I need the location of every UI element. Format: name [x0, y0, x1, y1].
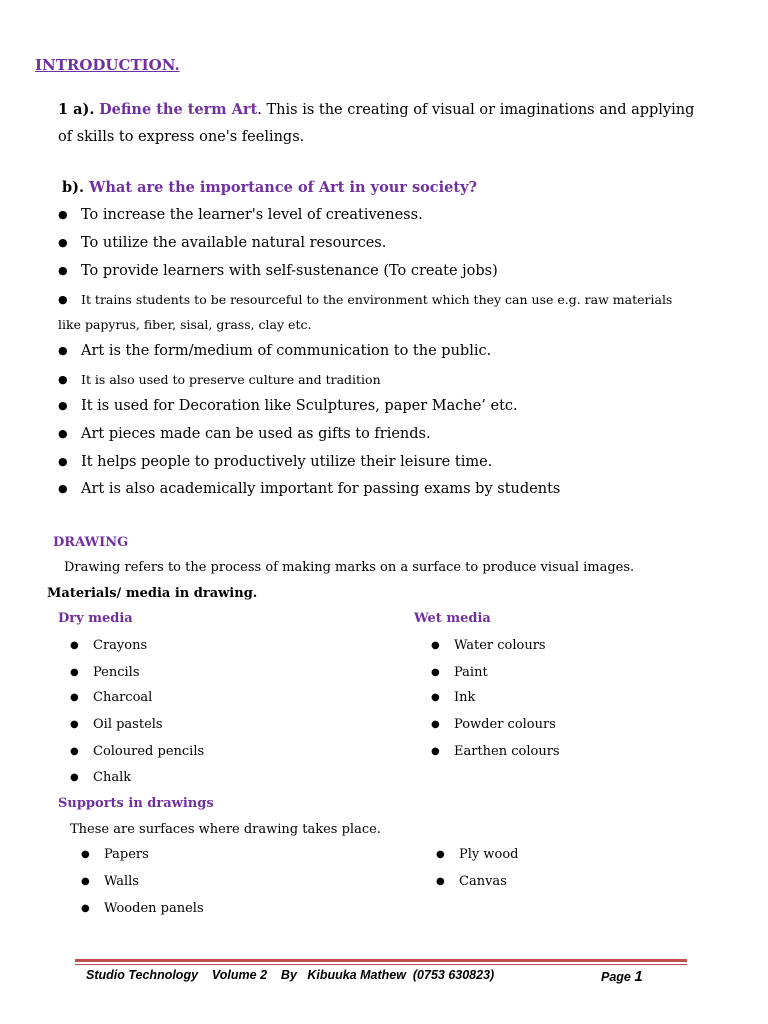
list-item-text: Walls [104, 874, 139, 889]
page-indicator [601, 968, 643, 985]
list-item-text: Ink [454, 690, 476, 705]
list-item-text: It is also used to preserve culture and tradition [81, 372, 381, 387]
list-item [58, 207, 423, 223]
bullet-icon: ● [58, 344, 68, 357]
list-item [70, 665, 140, 680]
list-item [436, 847, 518, 862]
bullet-icon: ● [70, 667, 79, 678]
list-item [81, 901, 204, 916]
bullet-icon: ● [58, 482, 68, 495]
list-item-text: Oil pastels [93, 717, 163, 732]
list-item-text: Art is also academically important for passing exams by students [81, 481, 561, 497]
bullet-icon: ● [431, 667, 440, 678]
bullet-icon: ● [436, 849, 445, 860]
bullet-icon: ● [70, 640, 79, 651]
list-item [58, 426, 431, 442]
list-item [431, 744, 560, 759]
drawing-heading: DRAWING [53, 535, 129, 550]
list-item-text: Paint [454, 665, 488, 680]
bullet-icon: ● [58, 293, 68, 306]
question-number: b). [62, 179, 85, 196]
bullet-icon: ● [58, 455, 68, 468]
bullet-icon: ● [436, 876, 445, 887]
list-item-text: Charcoal [93, 690, 153, 705]
bullet-icon: ● [70, 772, 79, 783]
list-item-text: Art is the form/medium of communication to the public. [81, 343, 492, 359]
list-item-text: Papers [104, 847, 149, 862]
bullet-icon: ● [58, 373, 68, 386]
supports-heading: Supports in drawings [58, 796, 214, 811]
materials-heading: Materials/ media in drawing. [47, 586, 258, 601]
list-item-text: It is used for Decoration like Sculptures, paper Mache’ etc. [81, 398, 518, 414]
list-item [431, 690, 475, 705]
bullet-icon: ● [431, 640, 440, 651]
list-item [58, 263, 498, 279]
list-item [70, 717, 163, 732]
list-item-text: To increase the learner's level of creativeness. [81, 207, 423, 223]
list-item-text: Ply wood [459, 847, 519, 862]
list-item [58, 235, 386, 251]
list-item-text: Water colours [454, 638, 546, 653]
list-item [70, 638, 147, 653]
bullet-icon: ● [431, 719, 440, 730]
footer-rule [75, 959, 687, 962]
list-item [431, 665, 488, 680]
list-item [70, 690, 152, 705]
list-item [81, 874, 139, 889]
list-item [431, 638, 546, 653]
list-item-text: Chalk [93, 770, 132, 785]
list-item [81, 847, 149, 862]
bullet-icon: ● [431, 692, 440, 703]
bullet-icon: ● [81, 903, 90, 914]
bullet-icon: ● [70, 719, 79, 730]
question-answer: . This is the creating of visual or imaginations and applying of skills to express one's feelings. [58, 102, 695, 145]
list-item [58, 372, 381, 387]
list-item-text: Coloured pencils [93, 744, 205, 759]
list-item [70, 744, 204, 759]
page-label: Page [601, 970, 631, 984]
list-item [58, 481, 560, 497]
bullet-icon: ● [58, 399, 68, 412]
list-item [58, 454, 492, 470]
bullet-icon: ● [58, 236, 68, 249]
question-label: What are the importance of Art in your society? [89, 179, 477, 196]
footer-rule-thin [75, 964, 687, 965]
list-item [70, 770, 131, 785]
list-item [58, 343, 491, 359]
question-1a [58, 96, 708, 151]
list-item-text: Pencils [93, 665, 140, 680]
page-number: 1 [634, 968, 643, 985]
list-item [436, 874, 507, 889]
bullet-icon: ● [70, 746, 79, 757]
list-item [431, 717, 556, 732]
dry-media-heading: Dry media [58, 611, 133, 626]
bullet-icon: ● [58, 427, 68, 440]
supports-definition: These are surfaces where drawing takes place. [70, 822, 381, 837]
bullet-icon: ● [431, 746, 440, 757]
list-item-text: To provide learners with self-sustenance (To create jobs) [81, 263, 498, 279]
list-item-continuation: like papyrus, fiber, sisal, grass, clay etc. [58, 317, 312, 332]
introduction-heading: INTRODUCTION. [35, 56, 180, 74]
question-label: Define the term Art [99, 101, 258, 118]
list-item [58, 292, 672, 307]
list-item-text: Art pieces made can be used as gifts to friends. [81, 426, 431, 442]
question-number: 1 a). [58, 101, 95, 118]
list-item-text: Earthen colours [454, 744, 560, 759]
footer-text: Studio Technology Volume 2 By Kibuuka Mathew (0753 630823) [86, 968, 495, 982]
bullet-icon: ● [58, 264, 68, 277]
bullet-icon: ● [70, 692, 79, 703]
drawing-definition: Drawing refers to the process of making marks on a surface to produce visual images. [64, 560, 635, 575]
list-item [58, 398, 518, 414]
list-item-text: It helps people to productively utilize their leisure time. [81, 454, 493, 470]
question-1b [62, 179, 477, 196]
bullet-icon: ● [81, 849, 90, 860]
list-item-text: Powder colours [454, 717, 556, 732]
list-item-text: Wooden panels [104, 901, 204, 916]
bullet-icon: ● [81, 876, 90, 887]
list-item-text: Canvas [459, 874, 507, 889]
bullet-icon: ● [58, 208, 68, 221]
list-item-text: It trains students to be resourceful to the environment which they can use e.g. raw materials [81, 292, 673, 307]
list-item-text: To utilize the available natural resources. [81, 235, 387, 251]
wet-media-heading: Wet media [414, 611, 491, 626]
list-item-text: Crayons [93, 638, 148, 653]
